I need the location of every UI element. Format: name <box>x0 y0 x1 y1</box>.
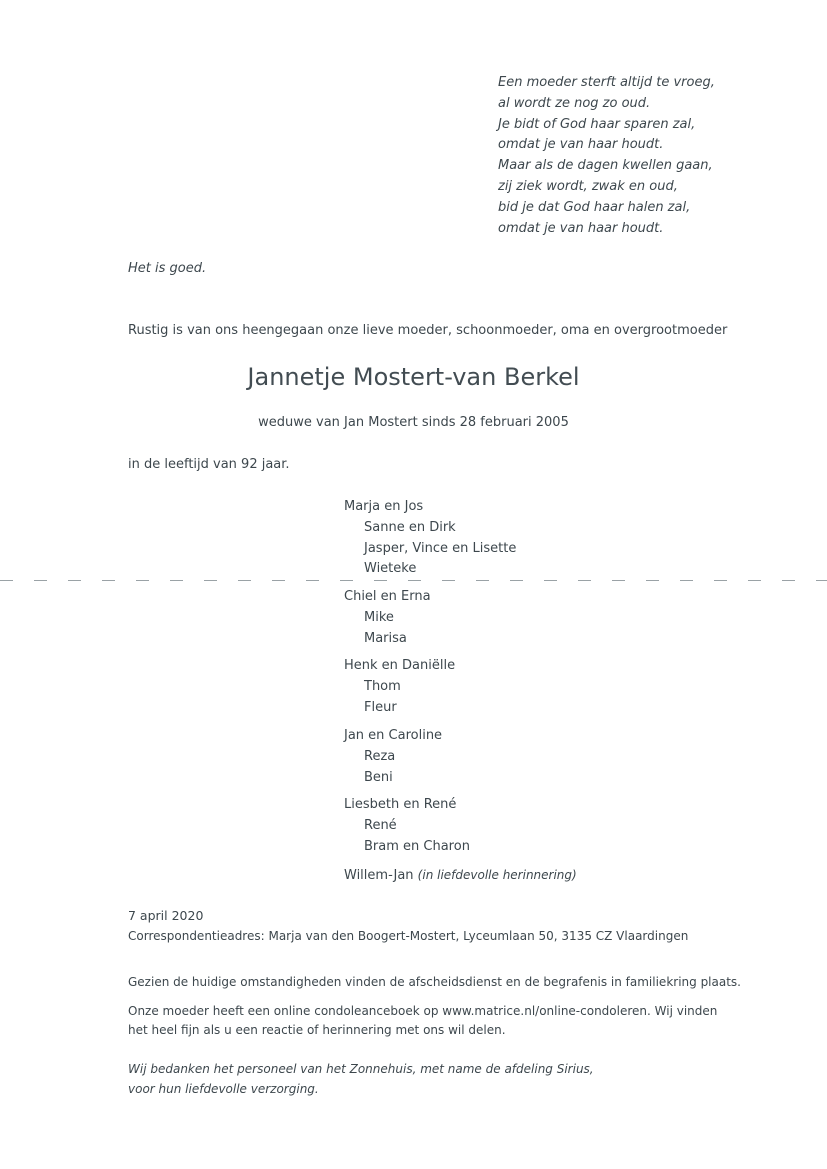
family-group <box>344 726 442 788</box>
family-group <box>344 497 516 580</box>
notice-ceremony: Gezien de huidige omstandigheden vinden de afscheidsdienst en de begrafenis in familiekring plaats. <box>128 975 741 989</box>
poem-line: Een moeder sterft altijd te vroeg, <box>498 75 715 90</box>
notice-condolence-line1: Onze moeder heeft een online condoleanceboek op www.matrice.nl/online-condoleren. Wij vinden <box>128 1004 718 1018</box>
family-child: Fleur <box>364 699 397 715</box>
family-child: Jasper, Vince en Lisette <box>364 540 517 556</box>
family-child: Reza <box>364 748 396 764</box>
family-parents: Jan en Caroline <box>344 728 443 743</box>
last-member-name: Willem-Jan <box>344 868 414 883</box>
notice-condolence-line2: het heel fijn als u een reactie of herinnering met ons wil delen. <box>128 1023 506 1037</box>
poem-line: omdat je van haar houdt. <box>498 137 664 153</box>
family-child: Sanne en Dirk <box>364 519 456 535</box>
family-parents: Chiel en Erna <box>344 589 431 604</box>
family-child: Thom <box>364 678 401 694</box>
family-group <box>344 656 455 718</box>
family-parents: Henk en Daniëlle <box>344 658 456 673</box>
family-child: Beni <box>364 769 393 785</box>
intro-text: Rustig is van ons heengegaan onze lieve moeder, schoonmoeder, oma en overgrootmoeder <box>128 323 728 338</box>
poem-line: bid je dat God haar halen zal, <box>498 199 691 215</box>
age-line: in de leeftijd van 92 jaar. <box>128 457 290 472</box>
poem-line: al wordt ze nog zo oud. <box>498 95 651 111</box>
last-member-note: (in liefdevolle herinnering) <box>417 868 577 882</box>
family-group <box>344 795 470 857</box>
family-child: Mike <box>364 609 394 625</box>
family-parents: Liesbeth en René <box>344 797 457 812</box>
family-child: Marisa <box>364 630 407 646</box>
family-parents: Marja en Jos <box>344 499 424 514</box>
poem-line: omdat je van haar houdt. <box>498 220 664 236</box>
thanks-line2: voor hun liefdevolle verzorging. <box>128 1082 319 1096</box>
poem-line: Maar als de dagen kwellen gaan, <box>498 158 713 174</box>
date: 7 april 2020 <box>128 908 204 923</box>
family-group <box>344 587 431 649</box>
correspondence-address: Correspondentieadres: Marja van den Boogert-Mostert, Lyceumlaan 50, 3135 CZ Vlaardingen <box>128 929 689 943</box>
widow-line: weduwe van Jan Mostert sinds 28 februari 2005 <box>258 415 569 430</box>
family-child: Wieteke <box>364 561 417 577</box>
poem <box>498 73 715 239</box>
family-last-member <box>344 865 577 886</box>
poem-line: Je bidt of God haar sparen zal, <box>498 116 696 132</box>
deceased-name: Jannetje Mostert-van Berkel <box>247 363 580 391</box>
poem-line: zij ziek wordt, zwak en oud, <box>498 178 678 194</box>
family-child: Bram en Charon <box>364 838 470 854</box>
het-is-goed: Het is goed. <box>128 261 207 276</box>
thanks-line1: Wij bedanken het personeel van het Zonnehuis, met name de afdeling Sirius, <box>128 1062 594 1076</box>
family-child: René <box>364 817 397 833</box>
